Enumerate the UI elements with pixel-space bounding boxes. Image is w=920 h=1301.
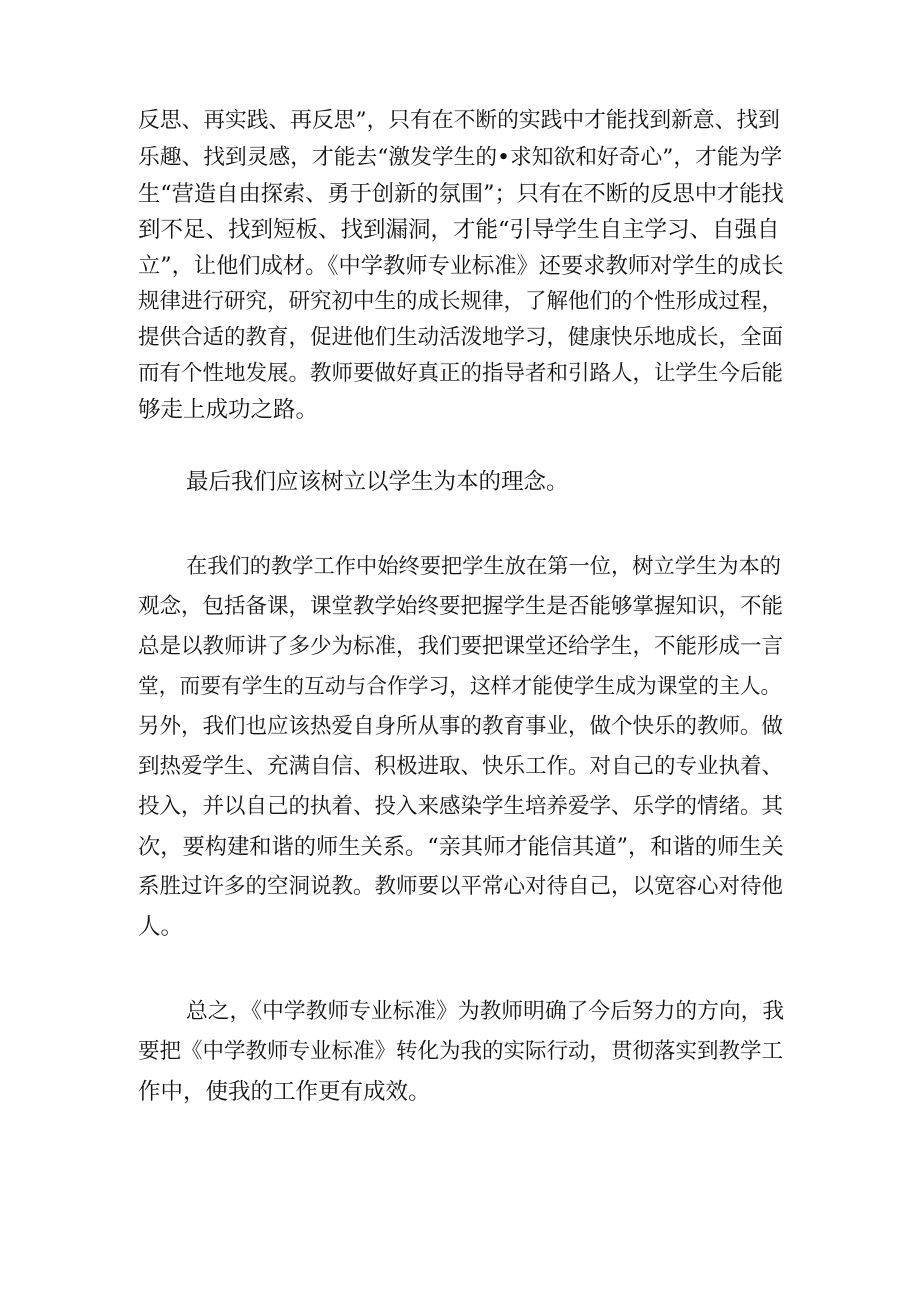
paragraph-line: 另外，我们也应该热爱自身所从事的教育事业，做个快乐的教师。做 xyxy=(138,714,784,739)
paragraph-line: 次，要构建和谐的师生关系。“亲其师才能信其道”，和谐的师生关 xyxy=(138,834,784,860)
paragraph-line: 系胜过许多的空洞说教。教师要以平常心对待自己，以宽容心对待他 xyxy=(138,874,784,899)
paragraph-line: 作中，使我的工作更有成效。 xyxy=(138,1079,431,1105)
paragraph-line: 到不足、找到短板、找到漏洞，才能“引导学生自主学习、自强自 xyxy=(138,217,780,243)
paragraph-line: 立”，让他们成材。《中学教师专业标准》还要求教师对学生的成长 xyxy=(138,253,784,279)
paragraph-line: 最后我们应该树立以学生为本的理念。 xyxy=(186,469,569,495)
paragraph-line: 到热爱学生、充满自信、积极进取、快乐工作。对自己的专业执着、 xyxy=(138,754,784,779)
paragraph-line: 观念，包括备课，课堂教学始终要把握学生是否能够掌握知识，不能 xyxy=(138,594,784,619)
paragraph-line: 人。 xyxy=(138,914,184,940)
paragraph-line: 规律进行研究，研究初中生的成长规律，了解他们的个性形成过程， xyxy=(138,289,784,314)
paragraph-line: 生“营造自由探索、勇于创新的氛围”；只有在不断的反思中才能找 xyxy=(138,181,784,207)
paragraph-line: 在我们的教学工作中始终要把学生放在第一位，树立学生为本的 xyxy=(186,554,782,579)
paragraph-line: 堂，而要有学生的互动与合作学习，这样才能使学生成为课堂的主人。 xyxy=(138,674,782,698)
paragraph-line: 总之，《中学教师专业标准》为教师明确了今后努力的方向，我 xyxy=(186,999,785,1024)
paragraph-line: 乐趣、找到灵感，才能去“激发学生的•求知欲和好奇心”，才能为学 xyxy=(138,145,783,170)
paragraph-line: 投入，并以自己的执着、投入来感染学生培养爱学、乐学的情绪。其 xyxy=(138,794,784,819)
paragraph-line: 反思、再实践、再反思”，只有在不断的实践中才能找到新意、找到 xyxy=(138,108,780,133)
paragraph-line: 够走上成功之路。 xyxy=(138,397,319,423)
paragraph-line: 总是以教师讲了多少为标准，我们要把课堂还给学生，不能形成一言 xyxy=(138,634,784,659)
paragraph-line: 提供合适的教育，促进他们生动活泼地学习，健康快乐地成长，全面 xyxy=(138,325,784,350)
paragraph-line: 要把《中学教师专业标准》转化为我的实际行动，贯彻落实到教学工 xyxy=(138,1039,784,1064)
paragraph-line: 而有个性地发展。教师要做好真正的指导者和引路人，让学生今后能 xyxy=(138,361,784,386)
